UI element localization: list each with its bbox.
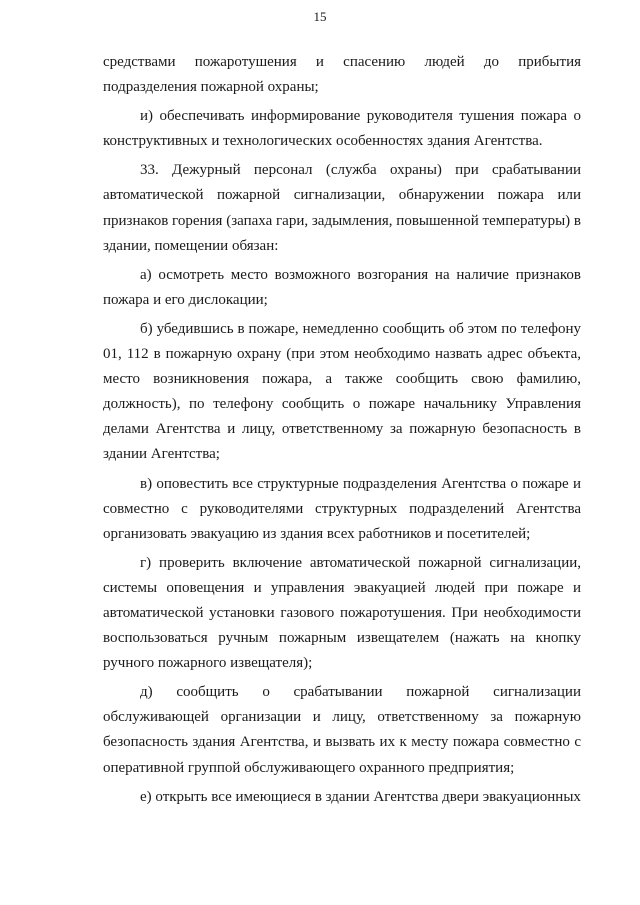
paragraph-item-a: а) осмотреть место возможного возгорания на наличие признаков пожара и его дислокации;: [103, 266, 581, 308]
paragraph-clause-33: 33. Дежурный персонал (служба охраны) при срабатывании автоматической пожарной сигнализации, обнаружении пожара или признаков горения (запаха гари, задымления, повышенной температуры) в здании, помещении обязан:: [103, 162, 581, 254]
paragraph-item-e: е) открыть все имеющиеся в здании Агентства двери эвакуационных: [140, 788, 581, 805]
page-number: 15: [313, 9, 327, 24]
paragraph-item-d: д) сообщить о срабатывании пожарной сигнализации обслуживающей организации и лицу, ответственному за пожарную безопасность здания Агентства, и вызвать их к месту пожара совместно с оперативной группой обслуживающего охранного предприятия;: [103, 684, 581, 776]
paragraph-item-g: г) проверить включение автоматической пожарной сигнализации, системы оповещения и управления эвакуацией людей при пожаре и автоматической установки газового пожаротушения. При необходимости воспользоваться ручным пожарным извещателем (нажать на кнопку ручного пожарного извещателя);: [103, 554, 581, 672]
paragraph-item-b: б) убедившись в пожаре, немедленно сообщить об этом по телефону 01, 112 в пожарную охрану (при этом необходимо назвать адрес объекта, место возникновения пожара, а также сообщить свою фамилию, должность), по телефону сообщить о пожаре начальнику Управления делами Агентства и лицу, ответственному за пожарную безопасность в здании Агентства;: [103, 320, 581, 463]
paragraph-continuation: средствами пожаротушения и спасению людей до прибытия подразделения пожарной охраны;: [103, 54, 581, 96]
paragraph-item-i: и) обеспечивать информирование руководителя тушения пожара о конструктивных и технологических особенностях здания Агентства.: [103, 108, 581, 150]
document-body: [103, 50, 581, 814]
paragraph-item-v: в) оповестить все структурные подразделения Агентства о пожаре и совместно с руководителями структурных подразделений Агентства организовать эвакуацию из здания всех работников и посетителей;: [103, 475, 581, 542]
